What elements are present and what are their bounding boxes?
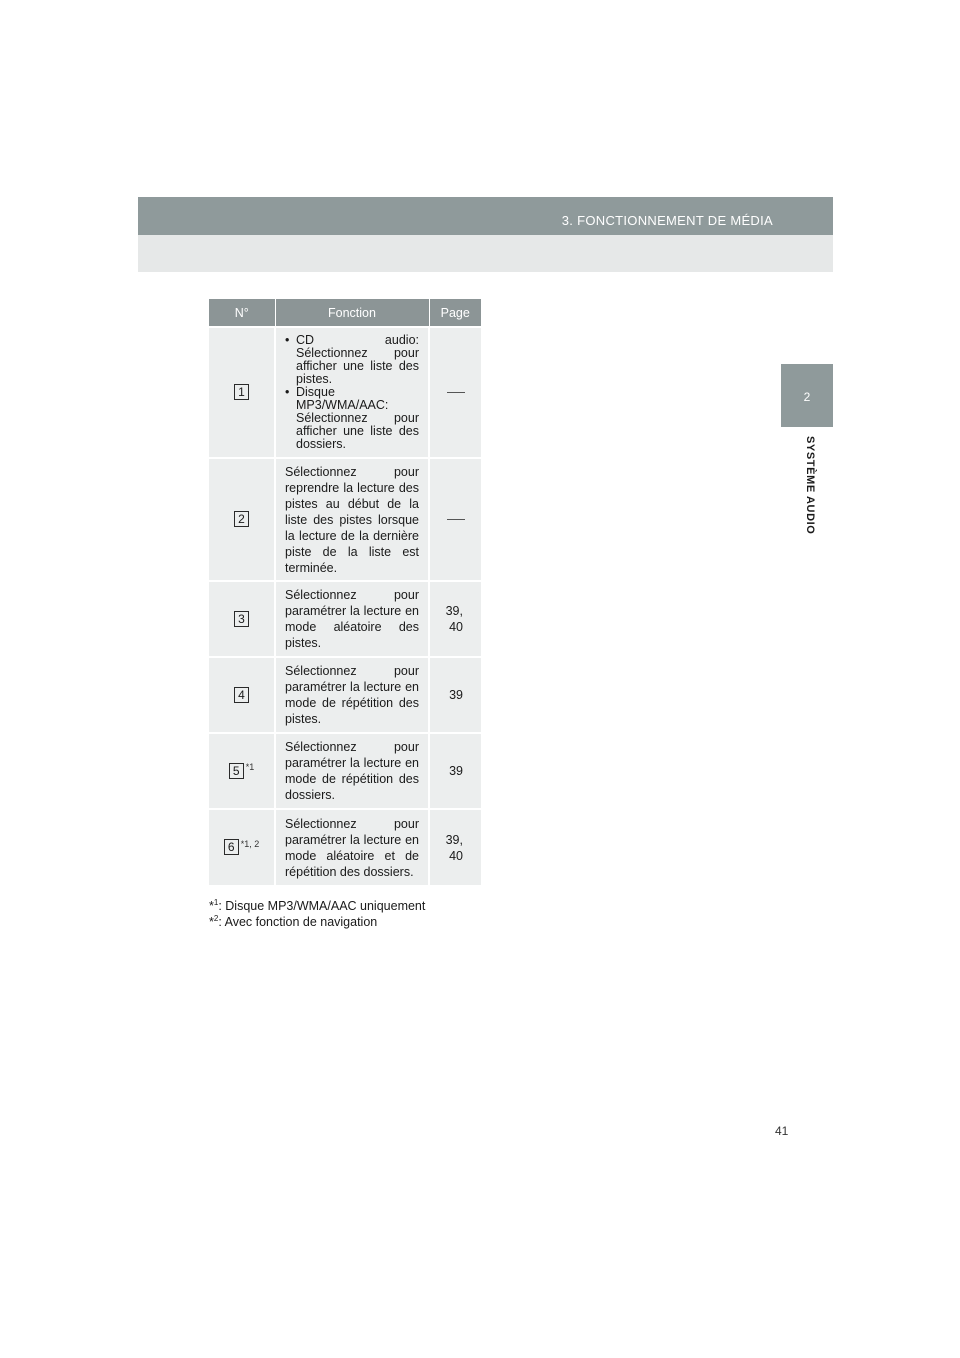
- function-table: [209, 299, 481, 885]
- footnote-index: 1: [213, 898, 219, 907]
- section-header-bar: [138, 197, 833, 235]
- row-footnote-mark: *1, 2: [240, 838, 260, 849]
- row-number-badge: 3: [234, 611, 249, 627]
- column-header-function: Fonction: [275, 299, 429, 327]
- row-page-cell: [429, 458, 481, 581]
- function-description: Sélectionnez pour paramétrer la lecture en mode aléatoire des pistes.: [285, 588, 419, 650]
- column-header-page: Page: [429, 299, 481, 327]
- footnote-text: : Avec fonction de navigation: [218, 915, 378, 930]
- row-page-cell: [429, 327, 481, 458]
- column-header-number: N°: [209, 299, 275, 327]
- page-number: 41: [775, 1124, 789, 1138]
- footnote-2: [209, 911, 377, 930]
- row-page-cell: [429, 581, 481, 657]
- row-number-badge: 2: [234, 511, 249, 527]
- row-number-badge: 1: [234, 384, 249, 400]
- row-function-cell: [275, 657, 429, 733]
- no-page-dash: [447, 392, 465, 393]
- function-description: Sélectionnez pour paramétrer la lecture en mode de répétition des dossiers.: [285, 740, 419, 802]
- row-number-badge: 6: [224, 839, 239, 855]
- row-number-cell: [209, 327, 275, 458]
- table-row: [209, 581, 481, 657]
- row-function-cell: [275, 327, 429, 458]
- footnote-mark: *: [209, 899, 214, 914]
- table-row: [209, 458, 481, 581]
- page-reference: 39, 40: [445, 832, 463, 863]
- row-page-cell: [429, 809, 481, 885]
- row-function-cell: [275, 458, 429, 581]
- row-number-badge: 5: [229, 763, 244, 779]
- chapter-tab: [781, 364, 833, 427]
- function-bullet: • Disque MP3/WMA/AAC: Sélectionnez pour afficher une liste des dossiers.: [285, 386, 419, 451]
- page-reference: 39: [449, 688, 463, 702]
- table-row: [209, 327, 481, 458]
- row-page-cell: [429, 733, 481, 809]
- row-number-cell: [209, 581, 275, 657]
- chapter-number: 2: [803, 390, 811, 404]
- row-number-cell: [209, 733, 275, 809]
- table-row: [209, 657, 481, 733]
- row-function-cell: [275, 581, 429, 657]
- row-number-cell: [209, 657, 275, 733]
- no-page-dash: [447, 519, 465, 520]
- footnote-text: : Disque MP3/WMA/AAC uniquement: [218, 899, 426, 914]
- table-header-row: [209, 299, 481, 327]
- row-footnote-mark: *1: [245, 762, 255, 772]
- row-function-cell: [275, 733, 429, 809]
- row-number-cell: [209, 809, 275, 885]
- table-row: [209, 733, 481, 809]
- table-row: [209, 809, 481, 885]
- footnote-index: 2: [213, 914, 219, 923]
- footnote-mark: *: [209, 915, 214, 930]
- function-bullet-list: [285, 334, 419, 451]
- section-title: 3. FONCTIONNEMENT DE MÉDIA: [561, 213, 773, 228]
- row-function-cell: [275, 809, 429, 885]
- chapter-label: SYSTÈME AUDIO: [804, 436, 816, 535]
- row-page-cell: [429, 657, 481, 733]
- section-subheader-band: [138, 235, 833, 272]
- row-number-cell: [209, 458, 275, 581]
- function-bullet: • CD audio: Sélectionnez pour afficher une liste des pistes.: [285, 334, 419, 386]
- page-reference: 39: [449, 764, 463, 778]
- function-description: Sélectionnez pour paramétrer la lecture en mode de répétition des pistes.: [285, 664, 419, 726]
- function-description: Sélectionnez pour reprendre la lecture des pistes au début de la liste des pistes lorsque la lecture de la dernière piste de la liste est terminée.: [285, 464, 419, 575]
- row-number-badge: 4: [234, 687, 249, 703]
- function-description: Sélectionnez pour paramétrer la lecture en mode aléatoire et de répétition des dossiers.: [285, 816, 419, 879]
- page-reference: 39, 40: [445, 604, 463, 634]
